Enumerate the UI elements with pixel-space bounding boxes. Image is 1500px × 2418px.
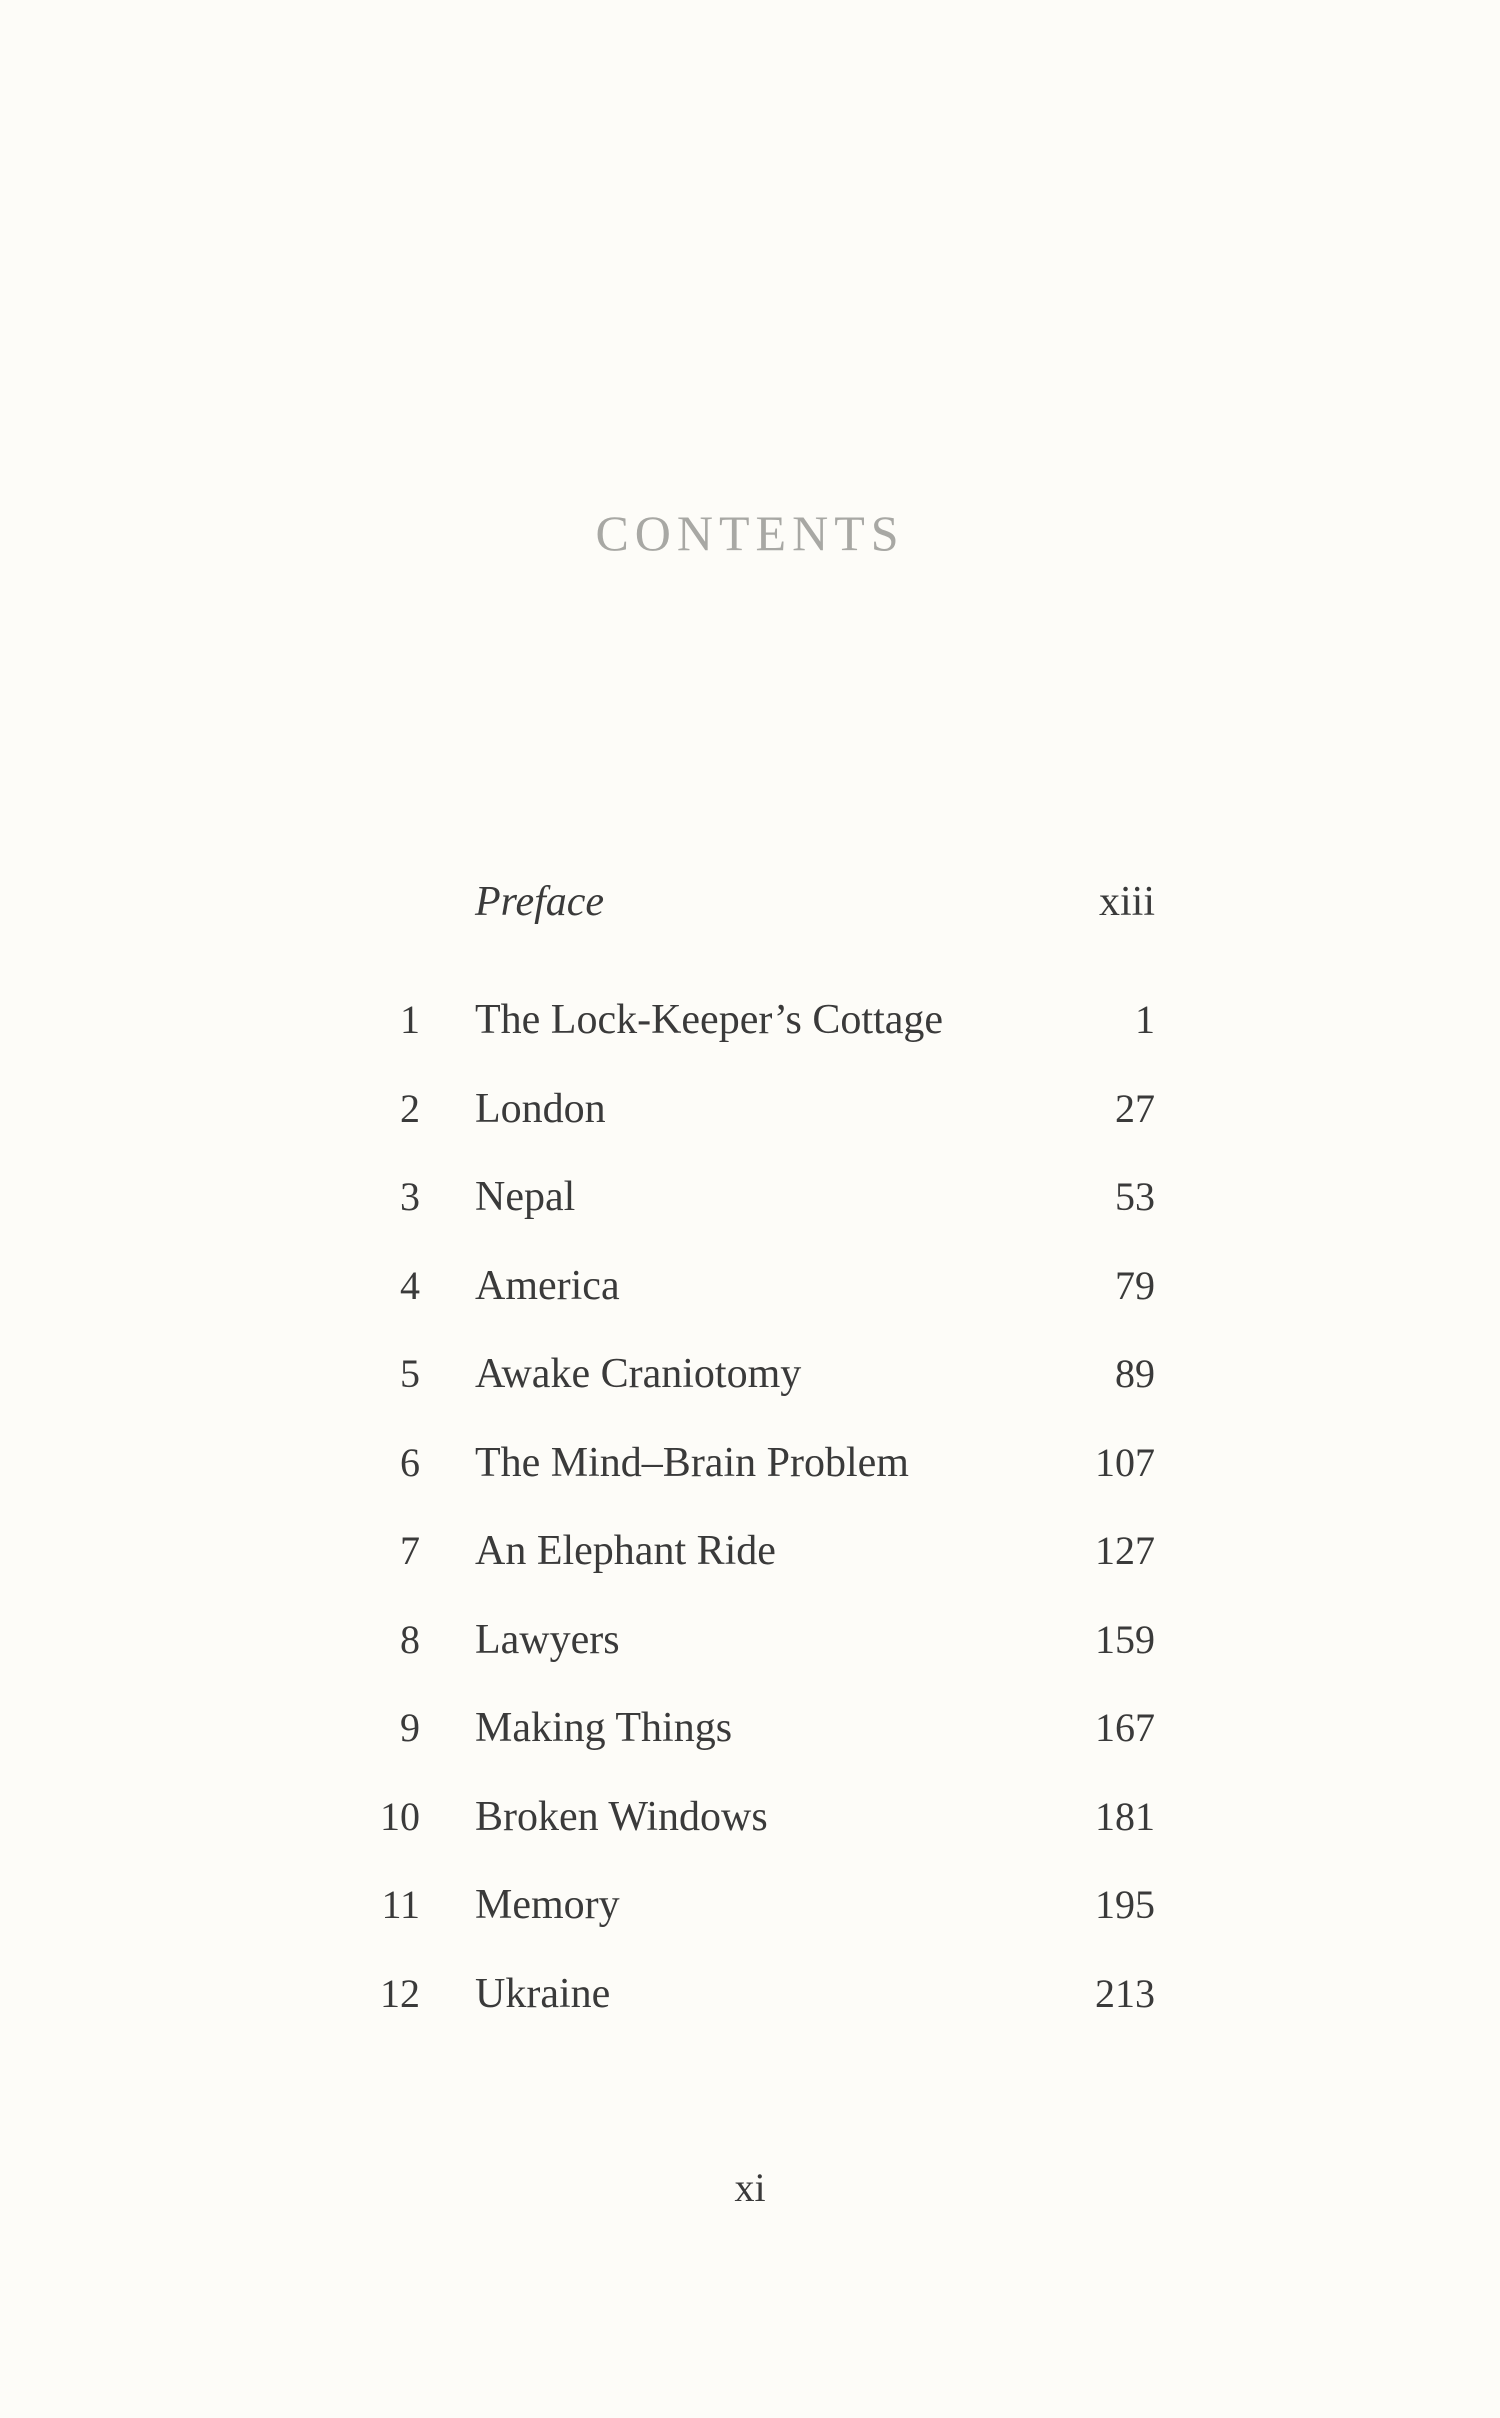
- chapter-page-number: 107: [1095, 1439, 1155, 1485]
- chapter-page-number: 89: [1115, 1351, 1155, 1396]
- chapter-number: 1: [400, 997, 420, 1042]
- chapter-number: 9: [400, 1705, 420, 1750]
- chapter-title: Making Things: [475, 1705, 733, 1751]
- toc-chapter-entry: [0, 1433, 1500, 1522]
- toc-chapter-entry: [0, 1610, 1500, 1699]
- chapter-title: An Elephant Ride: [475, 1528, 776, 1574]
- chapter-number: 11: [381, 1882, 420, 1927]
- chapter-page-number: 213: [1095, 1970, 1155, 2016]
- chapter-number: 12: [380, 1970, 420, 2016]
- chapter-number: 4: [400, 1262, 420, 1308]
- toc-chapter-entry: [0, 1698, 1500, 1787]
- chapter-title: America: [475, 1262, 620, 1309]
- chapter-title: The Mind–Brain Problem: [475, 1439, 909, 1486]
- chapter-page-number: 195: [1095, 1882, 1155, 1927]
- chapter-page-number: 181: [1095, 1793, 1155, 1839]
- chapter-title: Memory: [475, 1882, 620, 1928]
- chapter-title: Awake Craniotomy: [475, 1351, 802, 1397]
- page-title: CONTENTS: [595, 505, 905, 561]
- chapter-number: 8: [400, 1616, 420, 1662]
- chapter-page-number: 79: [1115, 1262, 1155, 1308]
- chapter-title: The Lock-Keeper’s Cottage: [475, 997, 944, 1043]
- preface-page-number: xiii: [1098, 879, 1155, 925]
- table-of-contents: [0, 990, 1500, 2052]
- chapter-number: 6: [400, 1439, 420, 1485]
- chapter-page-number: 27: [1115, 1085, 1155, 1131]
- toc-chapter-entry: [0, 1787, 1500, 1876]
- chapter-page-number: 1: [1135, 997, 1155, 1042]
- chapter-page-number: 159: [1095, 1616, 1155, 1662]
- toc-chapter-entry: [0, 1167, 1500, 1256]
- chapter-title: London: [475, 1085, 606, 1132]
- chapter-page-number: 167: [1095, 1705, 1155, 1750]
- chapter-number: 5: [400, 1351, 420, 1396]
- toc-chapter-entry: [0, 1875, 1500, 1964]
- chapter-number: 2: [400, 1085, 420, 1131]
- chapter-title: Nepal: [475, 1174, 576, 1220]
- toc-chapter-entry: [0, 1964, 1500, 2053]
- toc-chapter-entry: [0, 990, 1500, 1079]
- chapter-number: 10: [380, 1793, 420, 1839]
- toc-chapter-entry: [0, 1256, 1500, 1345]
- chapter-number: 7: [400, 1528, 420, 1573]
- toc-preface-entry: [0, 872, 1500, 932]
- chapter-page-number: 127: [1095, 1528, 1155, 1573]
- page-folio: xi: [734, 2165, 766, 2210]
- chapter-page-number: 53: [1115, 1174, 1155, 1219]
- chapter-title: Broken Windows: [475, 1793, 768, 1840]
- chapter-title: Ukraine: [475, 1970, 611, 2017]
- preface-label: Preface: [475, 879, 605, 925]
- chapter-number: 3: [400, 1174, 420, 1219]
- toc-chapter-entry: [0, 1079, 1500, 1168]
- toc-chapter-entry: [0, 1344, 1500, 1433]
- toc-chapter-entry: [0, 1521, 1500, 1610]
- chapter-title: Lawyers: [475, 1616, 620, 1663]
